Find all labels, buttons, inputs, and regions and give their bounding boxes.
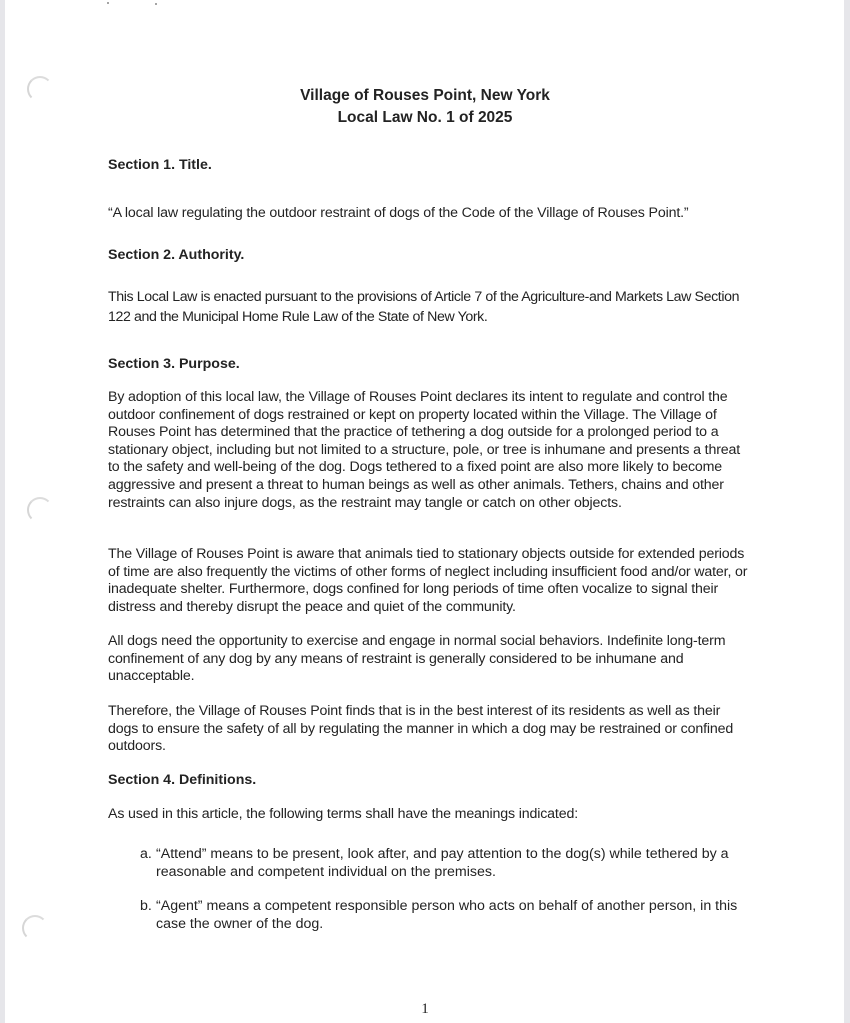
definition-text: “Agent” means a competent responsible person who acts on behalf of another person, in this case the owner of the dog. xyxy=(156,898,738,932)
definition-item xyxy=(108,898,753,933)
definition-text: “Attend” means to be present, look after, and pay attention to the dog(s) while tethered by a reasonable and competent individual on the premises. xyxy=(156,846,729,880)
title-line-2: Local Law No. 1 of 2025 xyxy=(337,109,513,126)
section-1-text: “A local law regulating the outdoor restraint of dogs of the Code of the Village of Rouses Point.” xyxy=(108,205,689,221)
section-3-paragraph-4: Therefore, the Village of Rouses Point finds that is in the best interest of its residents as well as their dogs to ensure the safety of all by regulating the manner in which a dog may be restrained or confined outdoors. xyxy=(108,703,734,755)
section-3-paragraph-2: The Village of Rouses Point is aware that animals tied to stationary objects outside for extended periods of time are also frequently the victims of other forms of neglect including insufficient food and/or water, or inadequate shelter. Furthermore, dogs confined for long periods of time often vocalize to signal their distress and thereby disrupt the peace and quiet of the community. xyxy=(108,546,748,615)
hole-punch-mark xyxy=(27,497,53,523)
page-number: 1 xyxy=(421,1001,429,1017)
scan-speck xyxy=(155,3,157,5)
list-marker: a. xyxy=(140,846,152,862)
section-2-heading: Section 2. Authority. xyxy=(108,247,245,263)
section-3-paragraph-1: By adoption of this local law, the Village of Rouses Point declares its intent to regulate and control the outdoor confinement of dogs restrained or kept on property located within the Village. The Village of Rouses Point has determined that the practice of tethering a dog outside for a prolonged period to a stationary object, including but not limited to a structure, pole, or tree is inhumane and presents a threat to the safety and well-being of the dog. Dogs tethered to a fixed point are also more likely to become aggressive and present a threat to human beings as well as other animals. Tethers, chains and other restraints can also injure dogs, as the restraint may tangle or catch on other objects. xyxy=(108,389,741,511)
hole-punch-mark xyxy=(22,915,48,941)
definition-item xyxy=(108,846,753,881)
section-4-intro: As used in this article, the following terms shall have the meanings indicated: xyxy=(108,806,578,822)
scan-speck xyxy=(107,2,109,4)
section-4-heading: Section 4. Definitions. xyxy=(108,772,257,788)
section-3-heading: Section 3. Purpose. xyxy=(108,356,240,372)
title-line-1: Village of Rouses Point, New York xyxy=(300,87,550,104)
section-1-heading: Section 1. Title. xyxy=(108,157,212,173)
section-3-paragraph-3: All dogs need the opportunity to exercise and engage in normal social behaviors. Indefinite long-term confinement of any dog by any means of restraint is generally considered to be inhumane and unacceptable. xyxy=(108,633,726,685)
list-marker: b. xyxy=(140,898,152,914)
section-2-text: This Local Law is enacted pursuant to the provisions of Article 7 of the Agriculture-and Markets Law Section 122 and the Municipal Home Rule Law of the State of New York. xyxy=(108,289,740,325)
document-title xyxy=(0,85,850,129)
